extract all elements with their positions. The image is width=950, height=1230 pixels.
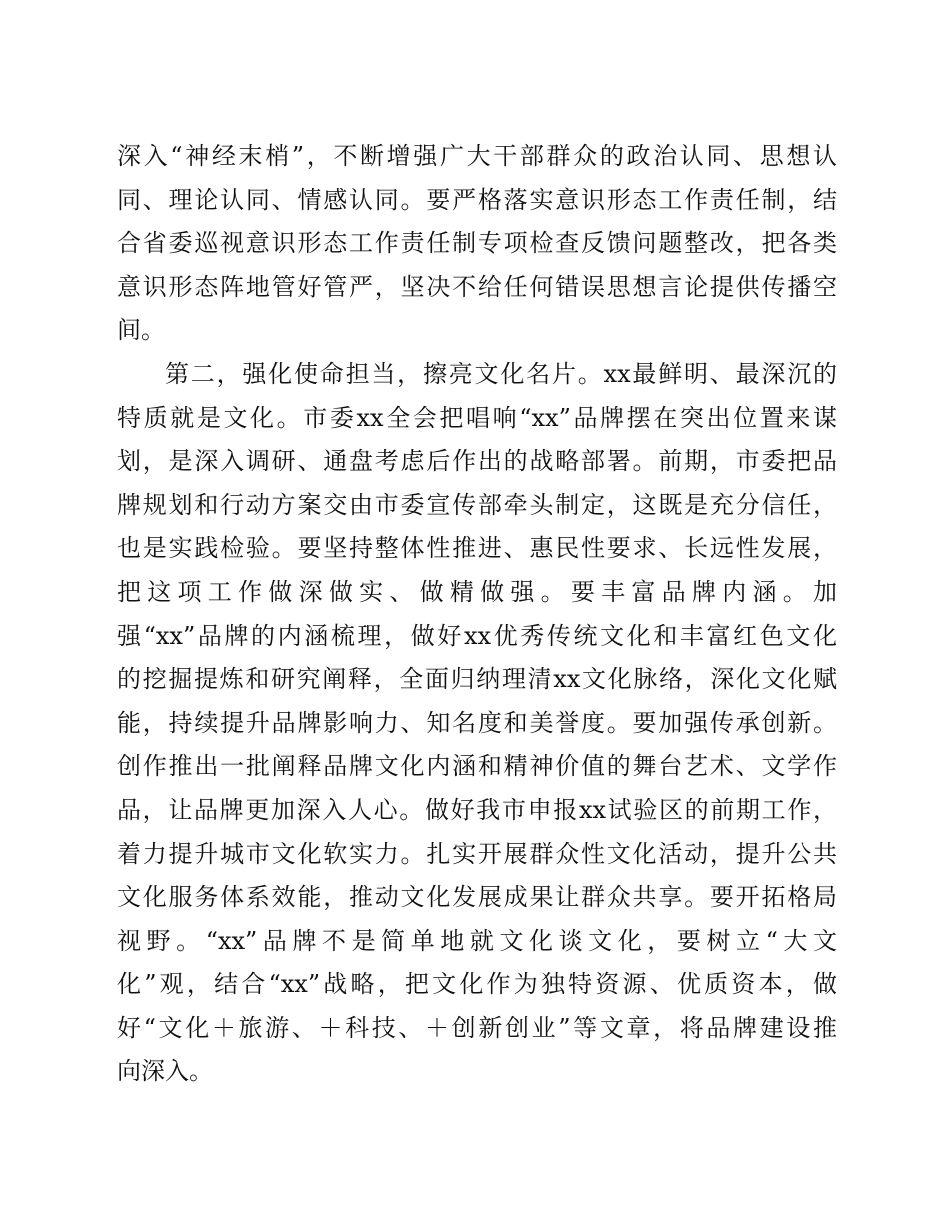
- text-line: 创作推出一批阐释品牌文化内涵和精神价值的舞台艺术、文学作: [117, 752, 837, 781]
- text-line: 深入“神经末梢”，不断增强广大干部群众的政治认同、思想认: [117, 142, 837, 170]
- text-line: 向深入。: [117, 1057, 213, 1086]
- text-line: 着力提升城市文化软实力。扎实开展群众性文化活动，提升公共: [117, 839, 837, 868]
- paragraph-first-line: 第二，强化使命担当，擦亮文化名片。xx最鲜明、最深沉的: [165, 359, 837, 388]
- text-line: 牌规划和行动方案交由市委宣传部牵头制定，这既是充分信任，: [117, 490, 837, 519]
- text-line: 划，是深入调研、通盘考虑后作出的战略部署。前期，市委把品: [117, 447, 837, 476]
- text-line: 把这项工作做深做实、做精做强。要丰富品牌内涵。加: [117, 577, 837, 606]
- text-line: 意识形态阵地管好管严，坚决不给任何错误思想言论提供传播空: [117, 272, 837, 301]
- text-line: 合省委巡视意识形态工作责任制专项检查反馈问题整改，把各类: [117, 229, 837, 258]
- text-line: 能，持续提升品牌影响力、知名度和美誉度。要加强传承创新。: [117, 708, 837, 737]
- text-line: 视野。“xx”品牌不是简单地就文化谈文化，要树立“大文: [117, 926, 837, 955]
- text-line: 间。: [117, 316, 165, 345]
- text-line: 文化服务体系效能，推动文化发展成果让群众共享。要开拓格局: [117, 883, 837, 912]
- text-line: 强“xx”品牌的内涵梳理，做好xx优秀传统文化和丰富红色文化: [117, 621, 837, 650]
- text-line: 同、理论认同、情感认同。要严格落实意识形态工作责任制，结: [117, 185, 837, 214]
- text-line: 品，让品牌更加深入人心。做好我市申报xx试验区的前期工作，: [117, 795, 837, 824]
- text-line: 的挖掘提炼和研究阐释，全面归纳理清xx文化脉络，深化文化赋: [117, 665, 837, 694]
- document-body: [117, 135, 837, 1094]
- text-line: 也是实践检验。要坚持整体性推进、惠民性要求、长远性发展，: [117, 534, 837, 563]
- text-line: 特质就是文化。市委xx全会把唱响“xx”品牌摆在突出位置来谋: [117, 403, 837, 432]
- text-line: 化”观，结合“xx”战略，把文化作为独特资源、优质资本，做: [117, 970, 837, 999]
- text-line: 好“文化＋旅游、＋科技、＋创新创业”等文章，将品牌建设推: [117, 1013, 837, 1042]
